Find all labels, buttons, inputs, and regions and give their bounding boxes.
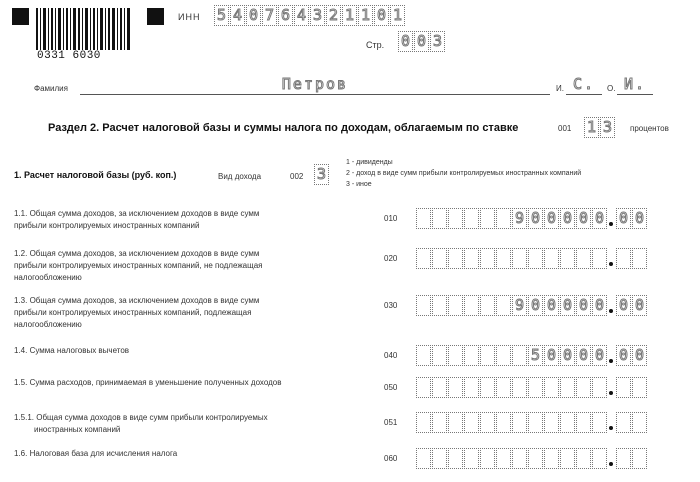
decimal-point <box>608 412 614 433</box>
digit-cell <box>512 377 527 398</box>
digit-cell <box>560 412 575 433</box>
income-type-option-2: 2 - доход в виде сумм прибыли контролируемых иностранных компаний <box>346 170 582 177</box>
digit-cell <box>464 448 479 469</box>
digit-cell <box>616 248 631 269</box>
digit-cell <box>480 412 495 433</box>
row-description-line: 1.6. Налоговая база для исчисления налога <box>14 449 178 458</box>
digit-cell: 0 <box>246 5 261 26</box>
digit-cell: 7 <box>262 5 277 26</box>
digit-cell: 0 <box>576 208 591 229</box>
digit-cell <box>480 248 495 269</box>
digit-cell <box>432 412 447 433</box>
digit-cell: 4 <box>294 5 309 26</box>
digit-cell: 4 <box>230 5 245 26</box>
digit-cell <box>464 345 479 366</box>
initial-first-field[interactable]: С. <box>566 76 602 95</box>
digit-cell <box>416 412 431 433</box>
digit-cell: 1 <box>342 5 357 26</box>
digit-cell <box>448 345 463 366</box>
digit-cell <box>496 377 511 398</box>
row-description <box>14 345 344 357</box>
digit-cell <box>432 448 447 469</box>
digit-cell <box>432 377 447 398</box>
digit-cell <box>616 412 631 433</box>
surname-field[interactable]: Петров <box>80 76 550 95</box>
digit-cell: 0 <box>414 31 429 52</box>
digit-cell <box>432 295 447 316</box>
digit-cell <box>416 295 431 316</box>
inn-field[interactable] <box>214 5 406 26</box>
digit-cell <box>432 345 447 366</box>
digit-cell <box>616 377 631 398</box>
digit-cell <box>496 248 511 269</box>
row-code: 051 <box>384 418 398 427</box>
digit-cell <box>576 377 591 398</box>
digit-cell <box>560 448 575 469</box>
digit-cell: 2 <box>326 5 341 26</box>
digit-cell: 1 <box>358 5 373 26</box>
digit-cell: 5 <box>214 5 229 26</box>
digit-cell <box>464 412 479 433</box>
digit-cell: 1 <box>584 117 599 138</box>
calc-heading: 1. Расчет налоговой базы (руб. коп.) <box>14 170 177 180</box>
digit-cell: 0 <box>528 295 543 316</box>
digit-cell <box>432 208 447 229</box>
row-description-line: 1.5.1. Общая сумма доходов в виде сумм прибыли контролируемых <box>14 413 268 422</box>
digit-cell <box>592 448 607 469</box>
digit-cell: 5 <box>528 345 543 366</box>
row-description-line: 1.5. Сумма расходов, принимаемая в уменьшение полученных доходов <box>14 378 282 387</box>
page-label: Стр. <box>366 40 385 50</box>
digit-cell: 6 <box>278 5 293 26</box>
digit-cell: 0 <box>616 345 631 366</box>
digit-cell <box>592 248 607 269</box>
digit-cell <box>448 412 463 433</box>
row-code: 020 <box>384 254 398 263</box>
digit-cell: 1 <box>390 5 405 26</box>
row-description-line: 1.2. Общая сумма доходов, за исключением доходов в виде сумм <box>14 249 260 258</box>
digit-cell <box>496 448 511 469</box>
amount-field-010[interactable] <box>416 208 648 229</box>
row-description <box>14 448 344 460</box>
income-type-field[interactable] <box>314 164 330 185</box>
digit-cell: 0 <box>616 295 631 316</box>
digit-cell: 0 <box>592 295 607 316</box>
digit-cell: 0 <box>632 295 647 316</box>
corner-marker-left <box>12 8 29 25</box>
initial-patronymic-label: О. <box>607 84 616 93</box>
rate-unit: процентов <box>630 124 669 133</box>
corner-marker-right <box>147 8 164 25</box>
row-description <box>14 412 344 436</box>
rate-code: 001 <box>558 124 572 133</box>
digit-cell: 0 <box>632 345 647 366</box>
amount-field-020[interactable] <box>416 248 648 269</box>
digit-cell <box>416 345 431 366</box>
digit-cell <box>512 345 527 366</box>
inn-label: ИНН <box>178 12 201 22</box>
digit-cell <box>464 295 479 316</box>
digit-cell <box>464 248 479 269</box>
page-number-field[interactable] <box>398 31 446 52</box>
digit-cell: 3 <box>310 5 325 26</box>
digit-cell: 9 <box>512 208 527 229</box>
digit-cell <box>448 377 463 398</box>
digit-cell <box>544 448 559 469</box>
digit-cell <box>480 448 495 469</box>
digit-cell <box>496 208 511 229</box>
row-description-line: прибыли контролируемых иностранных компаний, подлежащая <box>14 308 252 317</box>
digit-cell <box>512 412 527 433</box>
digit-cell <box>448 448 463 469</box>
digit-cell <box>544 377 559 398</box>
row-description <box>14 208 344 232</box>
income-type-label: Вид дохода <box>218 172 262 181</box>
digit-cell <box>528 248 543 269</box>
amount-field-040[interactable] <box>416 345 648 366</box>
amount-field-050[interactable] <box>416 377 648 398</box>
digit-cell <box>416 248 431 269</box>
digit-cell: 0 <box>544 295 559 316</box>
digit-cell <box>464 377 479 398</box>
decimal-point <box>608 448 614 469</box>
digit-cell <box>496 345 511 366</box>
amount-field-030[interactable] <box>416 295 648 316</box>
initial-first-label: И. <box>556 84 564 93</box>
row-code: 060 <box>384 454 398 463</box>
digit-cell <box>528 412 543 433</box>
digit-cell <box>632 248 647 269</box>
digit-cell <box>592 377 607 398</box>
digit-cell <box>616 448 631 469</box>
digit-cell: 0 <box>592 345 607 366</box>
digit-cell <box>512 248 527 269</box>
digit-cell <box>416 448 431 469</box>
section-title: Раздел 2. Расчет налоговой базы и суммы налога по доходам, облагаемым по ставке <box>48 122 519 134</box>
digit-cell <box>496 412 511 433</box>
digit-cell <box>448 208 463 229</box>
decimal-point <box>608 295 614 316</box>
decimal-point <box>608 377 614 398</box>
digit-cell <box>576 248 591 269</box>
digit-cell: 0 <box>592 208 607 229</box>
decimal-point <box>608 208 614 229</box>
digit-cell <box>544 412 559 433</box>
row-description-line: налогообложению <box>14 320 82 329</box>
row-description-line: 1.4. Сумма налоговых вычетов <box>14 346 130 355</box>
decimal-point <box>608 248 614 269</box>
digit-cell: 0 <box>632 208 647 229</box>
amount-field-051[interactable] <box>416 412 648 433</box>
digit-cell <box>464 208 479 229</box>
initial-patronymic-field[interactable]: И. <box>617 76 653 95</box>
income-type-option-3: 3 - иное <box>346 181 372 188</box>
digit-cell <box>512 448 527 469</box>
digit-cell <box>496 295 511 316</box>
row-description-line: иностранных компаний <box>14 425 121 434</box>
digit-cell <box>528 448 543 469</box>
row-code: 030 <box>384 301 398 310</box>
digit-cell <box>416 377 431 398</box>
row-description <box>14 248 344 284</box>
digit-cell: 0 <box>560 345 575 366</box>
surname-label: Фамилия <box>34 84 68 93</box>
digit-cell <box>480 345 495 366</box>
digit-cell: 0 <box>528 208 543 229</box>
digit-cell <box>632 448 647 469</box>
row-description-line: 1.1. Общая сумма доходов, за исключением доходов в виде сумм <box>14 209 260 218</box>
row-code: 050 <box>384 383 398 392</box>
row-description-line: прибыли контролируемых иностранных компаний <box>14 221 200 230</box>
amount-field-060[interactable] <box>416 448 648 469</box>
barcode-image <box>36 8 130 50</box>
digit-cell <box>576 448 591 469</box>
digit-cell <box>544 248 559 269</box>
barcode-number: 0331 6030 <box>37 50 101 62</box>
row-description-line: прибыли контролируемых иностранных компаний, не подлежащая <box>14 261 263 270</box>
digit-cell: 0 <box>544 345 559 366</box>
row-code: 010 <box>384 214 398 223</box>
digit-cell: 3 <box>600 117 615 138</box>
digit-cell <box>448 295 463 316</box>
digit-cell <box>560 248 575 269</box>
row-description-line: 1.3. Общая сумма доходов, за исключением доходов в виде сумм <box>14 296 260 305</box>
row-description <box>14 295 344 331</box>
digit-cell: 9 <box>512 295 527 316</box>
digit-cell <box>560 377 575 398</box>
income-type-code: 002 <box>290 172 304 181</box>
digit-cell: 0 <box>544 208 559 229</box>
digit-cell <box>432 248 447 269</box>
digit-cell <box>416 208 431 229</box>
row-description-line: налогообложению <box>14 273 82 282</box>
digit-cell <box>480 295 495 316</box>
row-description <box>14 377 344 389</box>
digit-cell: 0 <box>398 31 413 52</box>
digit-cell: 0 <box>374 5 389 26</box>
digit-cell <box>480 377 495 398</box>
digit-cell: 0 <box>576 345 591 366</box>
digit-cell: 3 <box>314 164 329 185</box>
digit-cell: 0 <box>576 295 591 316</box>
digit-cell <box>480 208 495 229</box>
digit-cell: 3 <box>430 31 445 52</box>
digit-cell <box>592 412 607 433</box>
decimal-point <box>608 345 614 366</box>
digit-cell <box>632 377 647 398</box>
row-code: 040 <box>384 351 398 360</box>
income-type-option-1: 1 - дивиденды <box>346 159 393 166</box>
digit-cell: 0 <box>616 208 631 229</box>
digit-cell: 0 <box>560 295 575 316</box>
digit-cell: 0 <box>560 208 575 229</box>
digit-cell <box>632 412 647 433</box>
digit-cell <box>576 412 591 433</box>
digit-cell <box>448 248 463 269</box>
tax-rate-field[interactable] <box>584 117 616 138</box>
digit-cell <box>528 377 543 398</box>
